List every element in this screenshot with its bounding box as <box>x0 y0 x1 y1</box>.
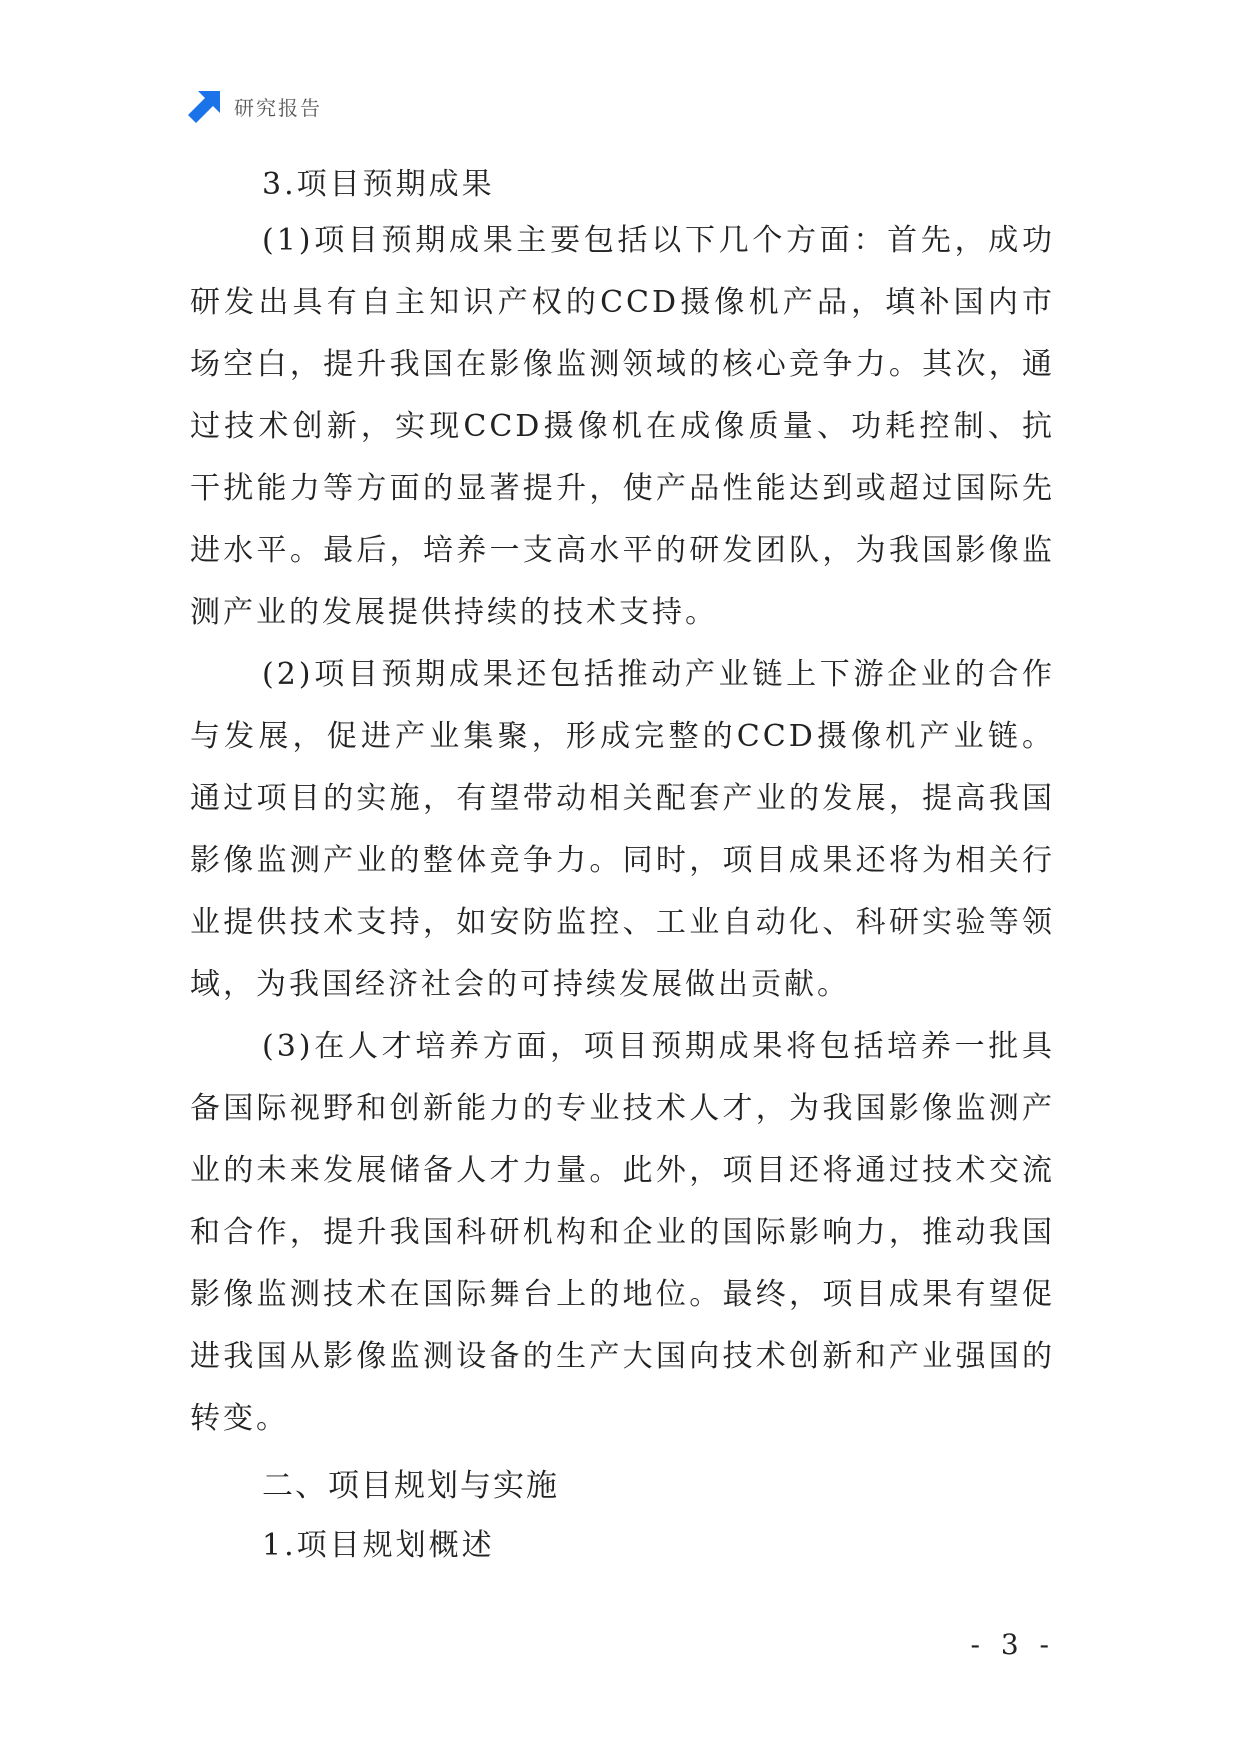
page-header <box>188 88 322 124</box>
paragraph-2: (2)项目预期成果还包括推动产业链上下游企业的合作与发展，促进产业集聚，形成完整的CCD摄像机产业链。通过项目的实施，有望带动相关配套产业的发展，提高我国影像监测产业的整体竞争力。同时，项目成果还将为相关行业提供技术支持，如安防监控、工业自动化、科研实验等领域，为我国经济社会的可持续发展做出贡献。 <box>190 657 1055 1002</box>
section-3-title: 3.项目预期成果 <box>262 167 495 202</box>
arrow-up-right-icon <box>188 89 222 123</box>
section-1-title: 1.项目规划概述 <box>262 1528 495 1563</box>
header-title: 研究报告 <box>234 95 322 120</box>
paragraph-3: (3)在人才培养方面，项目预期成果将包括培养一批具备国际视野和创新能力的专业技术人才，为我国影像监测产业的未来发展储备人才力量。此外，项目还将通过技术交流和合作，提升我国科研机构和企业的国际影响力，推动我国影像监测技术在国际舞台上的地位。最终，项目成果有望促进我国从影像监测设备的生产大国向技术创新和产业强国的转变。 <box>190 1029 1055 1436</box>
paragraph-1: (1)项目预期成果主要包括以下几个方面：首先，成功研发出具有自主知识产权的CCD摄像机产品，填补国内市场空白，提升我国在影像监测领域的核心竞争力。其次，通过技术创新，实现CCD摄像机在成像质量、功耗控制、抗干扰能力等方面的显著提升，使产品性能达到或超过国际先进水平。最后，培养一支高水平的研发团队，为我国影像监测产业的发展提供持续的技术支持。 <box>190 223 1055 630</box>
document-body <box>190 160 1055 1576</box>
page-number: - 3 - <box>970 1628 1055 1661</box>
chapter-2-title: 二、项目规划与实施 <box>262 1468 559 1504</box>
